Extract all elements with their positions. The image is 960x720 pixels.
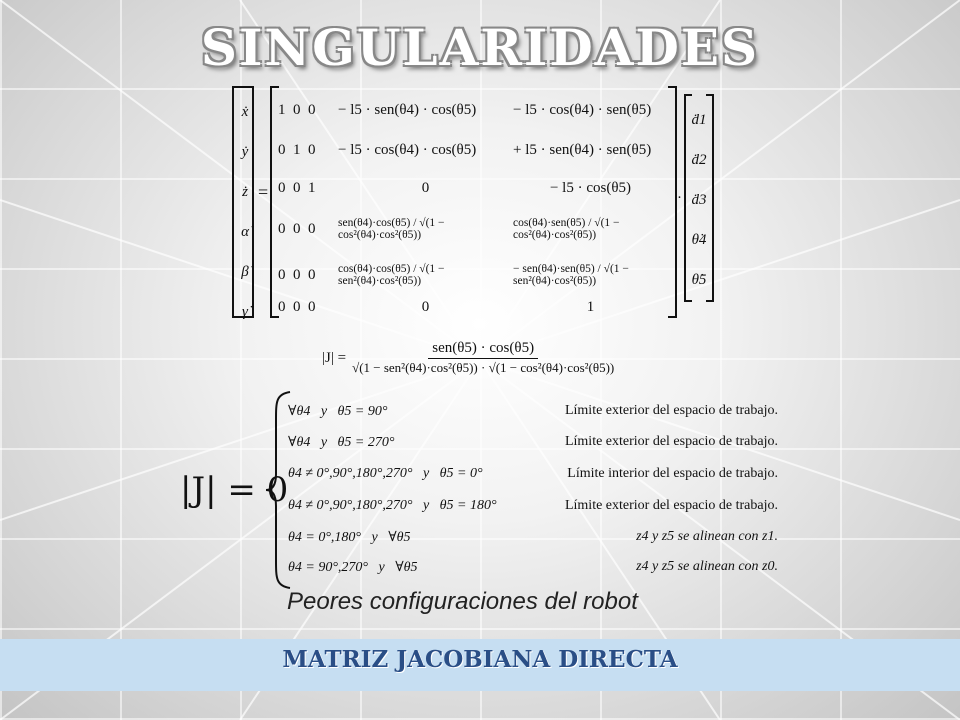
rhs-d1: ḋ1: [691, 112, 707, 128]
condition-expr: θ4 ≠ 0°,90°,180°,270° y θ5 = 180°: [288, 498, 497, 513]
equals-sign: =: [258, 182, 269, 202]
m-r5-c2: cos(θ4)·cos(θ5) / √(1 − sen²(θ4)·cos²(θ5)): [338, 263, 445, 287]
determinant-equation: [322, 340, 614, 376]
m-r2-c1: 0 1 0: [278, 141, 316, 158]
m-r6-c3: 1: [586, 298, 595, 315]
det-lhs: |J| =: [322, 349, 347, 366]
lhs-beta: β̇: [241, 264, 249, 280]
det-fraction: [352, 340, 614, 376]
m-r2-c2: − l5 · cos(θ4) · cos(θ5): [338, 141, 477, 158]
m-r3-c3: − l5 · cos(θ5): [549, 179, 632, 196]
m-r1-c3: − l5 · cos(θ4) · sen(θ5): [513, 101, 652, 118]
condition-desc: Límite interior del espacio de trabajo.: [567, 466, 778, 481]
lhs-z: ż: [242, 184, 248, 200]
condition-desc: Límite exterior del espacio de trabajo.: [564, 403, 778, 418]
condition-desc: z4 y z5 se alinean con z1.: [636, 529, 778, 544]
condition-desc: z4 y z5 se alinean con z0.: [636, 559, 778, 574]
rhs-theta5: θ̇5: [691, 272, 707, 288]
m-r4-c2: sen(θ4)·cos(θ5) / √(1 − cos²(θ4)·cos²(θ5)): [338, 217, 445, 241]
m-r3-c1: 0 0 1: [278, 179, 316, 196]
condition-expr: θ4 ≠ 0°,90°,180°,270° y θ5 = 0°: [288, 466, 483, 481]
m-r6-c2: 0: [421, 298, 430, 315]
m-r5-c3: − sen(θ4)·sen(θ5) / √(1 − sen²(θ4)·cos²(θ5)): [513, 263, 629, 287]
singularity-condition: |J| = 0: [180, 470, 289, 510]
rhs-d2: ḋ2: [691, 152, 707, 168]
condition-expr: ∀θ4 y θ5 = 270°: [288, 434, 395, 450]
lhs-x: ẋ: [241, 104, 249, 120]
condition-desc: Límite exterior del espacio de trabajo.: [564, 434, 778, 449]
rhs-theta4: θ̇4: [691, 232, 707, 248]
lhs-gamma: γ̇: [242, 304, 248, 320]
lhs-y: ẏ: [241, 144, 249, 160]
slide-title: SINGULARIDADES: [200, 18, 760, 77]
m-r2-c3: + l5 · sen(θ4) · sen(θ5): [513, 141, 652, 158]
condition-expr: θ4 = 0°,180° y ∀θ5: [288, 529, 411, 545]
m-r1-c1: 1 0 0: [278, 101, 316, 118]
condition-expr: θ4 = 90°,270° y ∀θ5: [288, 559, 418, 575]
rhs-d3: ḋ3: [691, 192, 707, 208]
det-numerator: sen(θ5) · cos(θ5): [428, 340, 538, 359]
m-r3-c2: 0: [421, 179, 430, 196]
m-r4-c3: cos(θ4)·sen(θ5) / √(1 − cos²(θ4)·cos²(θ5)): [513, 217, 620, 241]
m-r4-c1: 0 0 0: [278, 220, 316, 237]
m-r6-c1: 0 0 0: [278, 298, 316, 315]
slide-caption: Peores configuraciones del robot: [287, 588, 638, 615]
m-r1-c2: − l5 · sen(θ4) · cos(θ5): [338, 101, 477, 118]
det-denominator: √(1 − sen²(θ4)·cos²(θ5)) · √(1 − cos²(θ4)·cos²(θ5)): [352, 360, 615, 375]
footer-banner-text: MATRIZ JACOBIANA DIRECTA: [282, 646, 678, 673]
matrix-bracket-right: [668, 86, 677, 318]
lhs-alpha: α̇: [241, 224, 249, 240]
multiply-dot: ·: [677, 190, 682, 206]
condition-expr: ∀θ4 y θ5 = 90°: [288, 403, 388, 419]
m-r5-c1: 0 0 0: [278, 266, 316, 283]
condition-desc: Límite exterior del espacio de trabajo.: [564, 498, 778, 513]
